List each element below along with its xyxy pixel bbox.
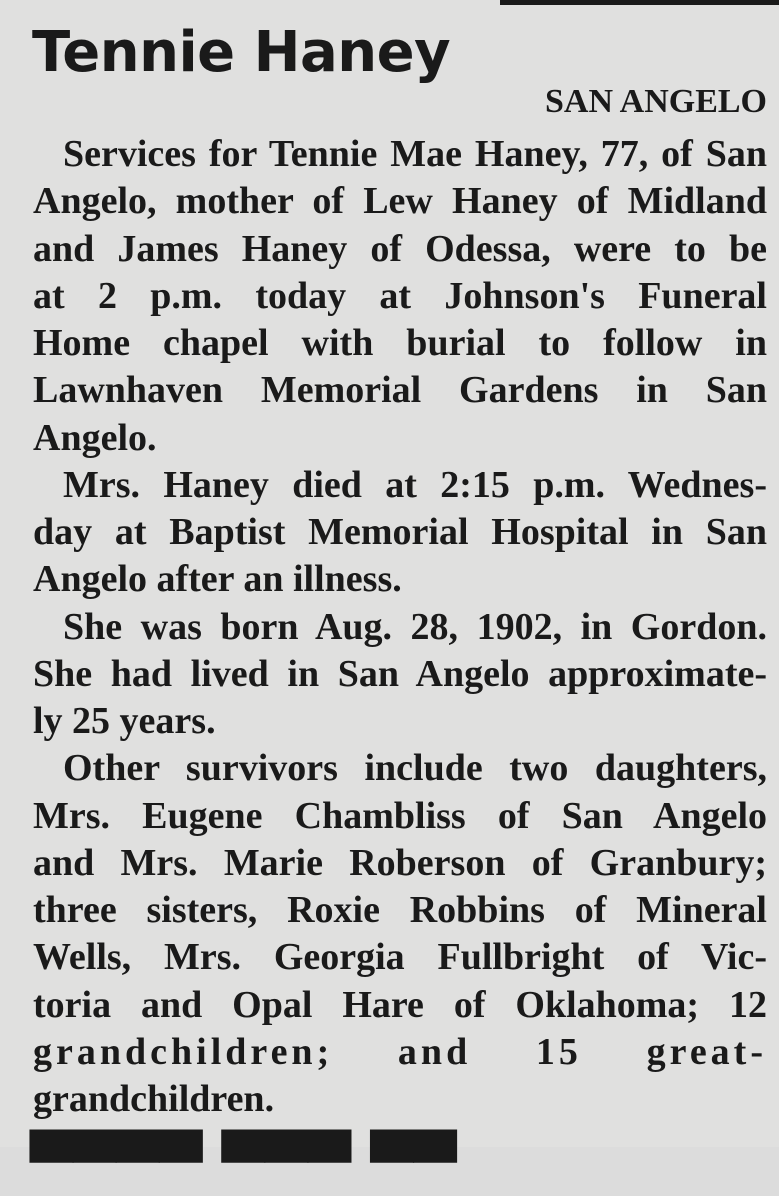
text-line: Other survivors include two daughters, <box>63 747 767 790</box>
text-line: ly 25 years. <box>33 700 216 742</box>
text-line: Angelo after an illness. <box>33 558 402 601</box>
dateline: SAN ANGELO <box>545 83 767 120</box>
text-line: three sisters, Roxie Robbins of Mineral <box>33 889 767 931</box>
text-line: and James Haney of Odessa, were to be <box>33 227 767 270</box>
text-line: Lawnhaven Memorial Gardens in San <box>33 369 767 412</box>
text-line: grandchildren. <box>33 1078 275 1120</box>
next-headline-cutoff: ▀▀▀▀ ▀▀▀ ▀▀ <box>30 1131 457 1196</box>
text-line: She had lived in San Angelo approximate- <box>33 652 767 695</box>
text-line: toria and Opal Hare of Oklahoma; 12 <box>33 983 767 1026</box>
text-line: Wells, Mrs. Georgia Fullbright of Vic- <box>33 936 767 979</box>
text-line: Mrs. Haney died at 2:15 p.m. Wednes- <box>63 463 767 506</box>
obituary-headline: Tennie Haney <box>32 20 451 85</box>
text-line: Mrs. Eugene Chambliss of San Angelo <box>33 794 767 837</box>
text-line: at 2 p.m. today at Johnson's Funeral <box>33 274 767 317</box>
text-line: and Mrs. Marie Roberson of Granbury; <box>33 841 767 884</box>
text-line: grandchildren; and 15 great- <box>33 1030 767 1073</box>
text-line: Angelo. <box>33 416 157 459</box>
text-line: Services for Tennie Mae Haney, 77, of San <box>63 133 767 175</box>
obituary-body <box>33 131 767 1123</box>
column-rule <box>500 0 779 5</box>
text-line: She was born Aug. 28, 1902, in Gordon. <box>63 605 767 648</box>
text-line: day at Baptist Memorial Hospital in San <box>33 511 767 553</box>
text-line: Angelo, mother of Lew Haney of Midland <box>33 180 767 223</box>
text-line: Home chapel with burial to follow in <box>33 322 767 364</box>
